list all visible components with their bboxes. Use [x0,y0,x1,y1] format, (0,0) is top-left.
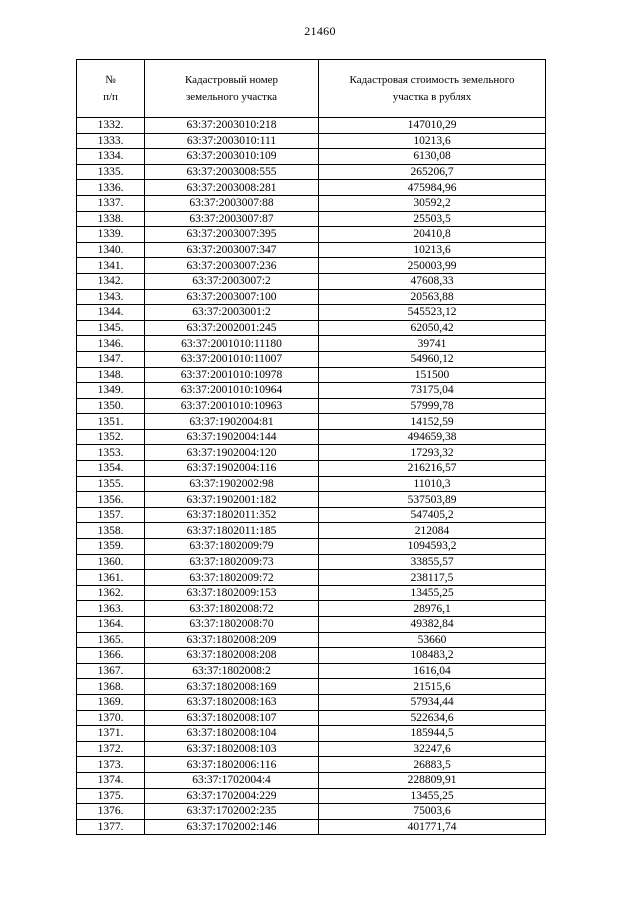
table-row [77,445,546,461]
header-text-line: Кадастровая стоимость земельного [349,73,515,86]
row-number-cell: 1377. [77,819,145,835]
row-number-cell: 1365. [77,632,145,648]
cadastral-value-cell: 14152,59 [319,414,546,430]
header-text-line: земельного участка [185,90,278,103]
cadastral-value-cell: 47608,33 [319,273,546,289]
row-number-cell: 1359. [77,539,145,555]
row-number-cell: 1352. [77,429,145,445]
cadastral-number-cell: 63:37:2003007:347 [145,242,319,258]
row-number-cell: 1360. [77,554,145,570]
cadastral-number-cell: 63:37:1702002:235 [145,804,319,820]
cadastral-value-cell: 57934,44 [319,694,546,710]
table-row [77,788,546,804]
cadastral-value-cell: 11010,3 [319,476,546,492]
cadastral-value-cell: 1616,04 [319,663,546,679]
cadastral-value-cell: 216216,57 [319,461,546,477]
cadastral-value-cell: 13455,25 [319,788,546,804]
table-row [77,351,546,367]
table-row [77,195,546,211]
cadastral-value-cell: 545523,12 [319,305,546,321]
row-number-cell: 1353. [77,445,145,461]
table-row [77,570,546,586]
row-number-cell: 1349. [77,383,145,399]
cadastral-value-cell: 73175,04 [319,383,546,399]
row-number-cell: 1369. [77,694,145,710]
table-row [77,539,546,555]
table-row [77,227,546,243]
cadastral-number-cell: 63:37:2003010:218 [145,118,319,134]
table-row [77,648,546,664]
row-number-cell: 1340. [77,242,145,258]
cadastral-value-cell: 20563,88 [319,289,546,305]
cadastral-number-cell: 63:37:2001010:10964 [145,383,319,399]
cadastral-number-cell: 63:37:1802008:70 [145,617,319,633]
cadastral-number-cell: 63:37:1802008:103 [145,741,319,757]
cadastral-number-cell: 63:37:2003007:2 [145,273,319,289]
row-number-cell: 1356. [77,492,145,508]
cadastral-value-cell: 185944,5 [319,726,546,742]
row-number-cell: 1338. [77,211,145,227]
cadastral-number-cell: 63:37:1802011:352 [145,507,319,523]
row-number-cell: 1344. [77,305,145,321]
row-number-cell: 1358. [77,523,145,539]
table-row [77,164,546,180]
cadastral-number-cell: 63:37:2003007:236 [145,258,319,274]
cadastral-value-cell: 522634,6 [319,710,546,726]
table-row [77,632,546,648]
row-number-cell: 1342. [77,273,145,289]
row-number-cell: 1366. [77,648,145,664]
cadastral-value-cell: 57999,78 [319,398,546,414]
table-row [77,741,546,757]
cadastral-value-cell: 62050,42 [319,320,546,336]
table-row [77,507,546,523]
table-row [77,461,546,477]
table-row [77,289,546,305]
table-row [77,258,546,274]
cadastral-value-cell: 10213,6 [319,242,546,258]
row-number-cell: 1343. [77,289,145,305]
cadastral-value-cell: 17293,32 [319,445,546,461]
row-number-cell: 1335. [77,164,145,180]
row-number-cell: 1372. [77,741,145,757]
table-row [77,398,546,414]
cadastral-value-cell: 212084 [319,523,546,539]
table-row [77,804,546,820]
cadastral-value-cell: 26883,5 [319,757,546,773]
header-cadastral-number [145,60,319,118]
cadastral-number-cell: 63:37:1802008:104 [145,726,319,742]
row-number-cell: 1376. [77,804,145,820]
row-number-cell: 1341. [77,258,145,274]
cadastral-number-cell: 63:37:2002001:245 [145,320,319,336]
table-row [77,726,546,742]
cadastral-number-cell: 63:37:1802008:208 [145,648,319,664]
cadastral-number-cell: 63:37:1802009:153 [145,585,319,601]
row-number-cell: 1347. [77,351,145,367]
table-body [77,118,546,835]
table-row [77,476,546,492]
cadastral-number-cell: 63:37:1802006:116 [145,757,319,773]
cadastral-number-cell: 63:37:1802008:209 [145,632,319,648]
cadastral-number-cell: 63:37:2001010:10978 [145,367,319,383]
table-row [77,523,546,539]
cadastral-value-cell: 30592,2 [319,195,546,211]
cadastral-number-cell: 63:37:2003008:555 [145,164,319,180]
row-number-cell: 1333. [77,133,145,149]
table-row [77,118,546,134]
row-number-cell: 1363. [77,601,145,617]
cadastral-value-cell: 53660 [319,632,546,648]
table-row [77,180,546,196]
table-header-row [77,60,546,118]
table-row [77,757,546,773]
table-row [77,273,546,289]
row-number-cell: 1357. [77,507,145,523]
cadastral-number-cell: 63:37:2003007:100 [145,289,319,305]
cadastral-value-cell: 21515,6 [319,679,546,695]
table-row [77,585,546,601]
table-row [77,383,546,399]
table-row [77,414,546,430]
table-row [77,336,546,352]
cadastral-value-cell: 265206,7 [319,164,546,180]
cadastral-value-cell: 238117,5 [319,570,546,586]
cadastral-number-cell: 63:37:1802008:163 [145,694,319,710]
cadastral-value-cell: 228809,91 [319,772,546,788]
row-number-cell: 1337. [77,195,145,211]
cadastral-number-cell: 63:37:2001010:11180 [145,336,319,352]
cadastral-number-cell: 63:37:2003007:88 [145,195,319,211]
cadastral-number-cell: 63:37:2003010:109 [145,149,319,165]
row-number-cell: 1350. [77,398,145,414]
table-row [77,429,546,445]
header-text-line: участка в рублях [392,90,472,103]
row-number-cell: 1361. [77,570,145,586]
row-number-cell: 1339. [77,227,145,243]
row-number-cell: 1345. [77,320,145,336]
cadastral-number-cell: 63:37:1802008:107 [145,710,319,726]
table-row [77,492,546,508]
row-number-cell: 1364. [77,617,145,633]
row-number-cell: 1348. [77,367,145,383]
table-row [77,601,546,617]
cadastral-number-cell: 63:37:1902002:98 [145,476,319,492]
table-row [77,710,546,726]
cadastral-number-cell: 63:37:1902004:144 [145,429,319,445]
table-row [77,367,546,383]
cadastral-value-cell: 25503,5 [319,211,546,227]
cadastral-value-cell: 475984,96 [319,180,546,196]
row-number-cell: 1334. [77,149,145,165]
row-number-cell: 1373. [77,757,145,773]
cadastral-number-cell: 63:37:1702002:146 [145,819,319,835]
cadastral-number-cell: 63:37:1702004:4 [145,772,319,788]
table-row [77,320,546,336]
cadastral-value-cell: 54960,12 [319,351,546,367]
cadastral-value-cell: 1094593,2 [319,539,546,555]
table-row [77,663,546,679]
cadastral-number-cell: 63:37:1802009:79 [145,539,319,555]
header-text-line: п/п [103,90,118,103]
header-cadastral-value [319,60,546,118]
cadastral-number-cell: 63:37:2003010:111 [145,133,319,149]
cadastral-number-cell: 63:37:1902004:81 [145,414,319,430]
table-row [77,133,546,149]
cadastral-value-cell: 151500 [319,367,546,383]
cadastral-number-cell: 63:37:1802008:72 [145,601,319,617]
table-row [77,554,546,570]
cadastral-value-cell: 20410,8 [319,227,546,243]
page-number: 21460 [304,24,336,38]
cadastral-number-cell: 63:37:2003007:87 [145,211,319,227]
cadastral-number-cell: 63:37:1802008:169 [145,679,319,695]
cadastral-value-cell: 547405,2 [319,507,546,523]
row-number-cell: 1355. [77,476,145,492]
cadastral-value-cell: 13455,25 [319,585,546,601]
cadastral-number-cell: 63:37:2003008:281 [145,180,319,196]
cadastral-number-cell: 63:37:1702004:229 [145,788,319,804]
cadastral-number-cell: 63:37:1902004:120 [145,445,319,461]
cadastral-value-cell: 537503,89 [319,492,546,508]
cadastral-number-cell: 63:37:1902001:182 [145,492,319,508]
row-number-cell: 1336. [77,180,145,196]
cadastral-number-cell: 63:37:2003007:395 [145,227,319,243]
cadastral-value-cell: 250003,99 [319,258,546,274]
table-row [77,679,546,695]
table-row [77,211,546,227]
cadastral-number-cell: 63:37:2001010:10963 [145,398,319,414]
cadastral-number-cell: 63:37:2003001:2 [145,305,319,321]
row-number-cell: 1346. [77,336,145,352]
header-row-number [77,60,145,118]
cadastral-number-cell: 63:37:1802009:73 [145,554,319,570]
row-number-cell: 1370. [77,710,145,726]
row-number-cell: 1362. [77,585,145,601]
cadastral-value-cell: 108483,2 [319,648,546,664]
header-text-line: Кадастровый номер [184,73,279,86]
row-number-cell: 1367. [77,663,145,679]
table-row [77,819,546,835]
cadastral-number-cell: 63:37:1802011:185 [145,523,319,539]
cadastral-value-cell: 494659,38 [319,429,546,445]
row-number-cell: 1371. [77,726,145,742]
row-number-cell: 1332. [77,118,145,134]
table-row [77,617,546,633]
cadastral-number-cell: 63:37:1902004:116 [145,461,319,477]
cadastral-value-cell: 39741 [319,336,546,352]
table-row [77,694,546,710]
row-number-cell: 1351. [77,414,145,430]
cadastral-value-cell: 6130,08 [319,149,546,165]
cadastral-number-cell: 63:37:1802008:2 [145,663,319,679]
table-row [77,305,546,321]
cadastral-value-cell: 28976,1 [319,601,546,617]
cadastral-value-cell: 49382,84 [319,617,546,633]
cadastral-value-cell: 147010,29 [319,118,546,134]
table-row [77,242,546,258]
row-number-cell: 1354. [77,461,145,477]
table-row [77,149,546,165]
cadastral-value-cell: 32247,6 [319,741,546,757]
row-number-cell: 1368. [77,679,145,695]
cadastral-number-cell: 63:37:2001010:11007 [145,351,319,367]
table-row [77,772,546,788]
cadastral-number-cell: 63:37:1802009:72 [145,570,319,586]
cadastral-value-cell: 33855,57 [319,554,546,570]
cadastral-value-cell: 401771,74 [319,819,546,835]
header-text-line: № [105,73,116,86]
row-number-cell: 1375. [77,788,145,804]
cadastral-value-table [76,59,546,835]
cadastral-value-cell: 75003,6 [319,804,546,820]
row-number-cell: 1374. [77,772,145,788]
cadastral-value-cell: 10213,6 [319,133,546,149]
